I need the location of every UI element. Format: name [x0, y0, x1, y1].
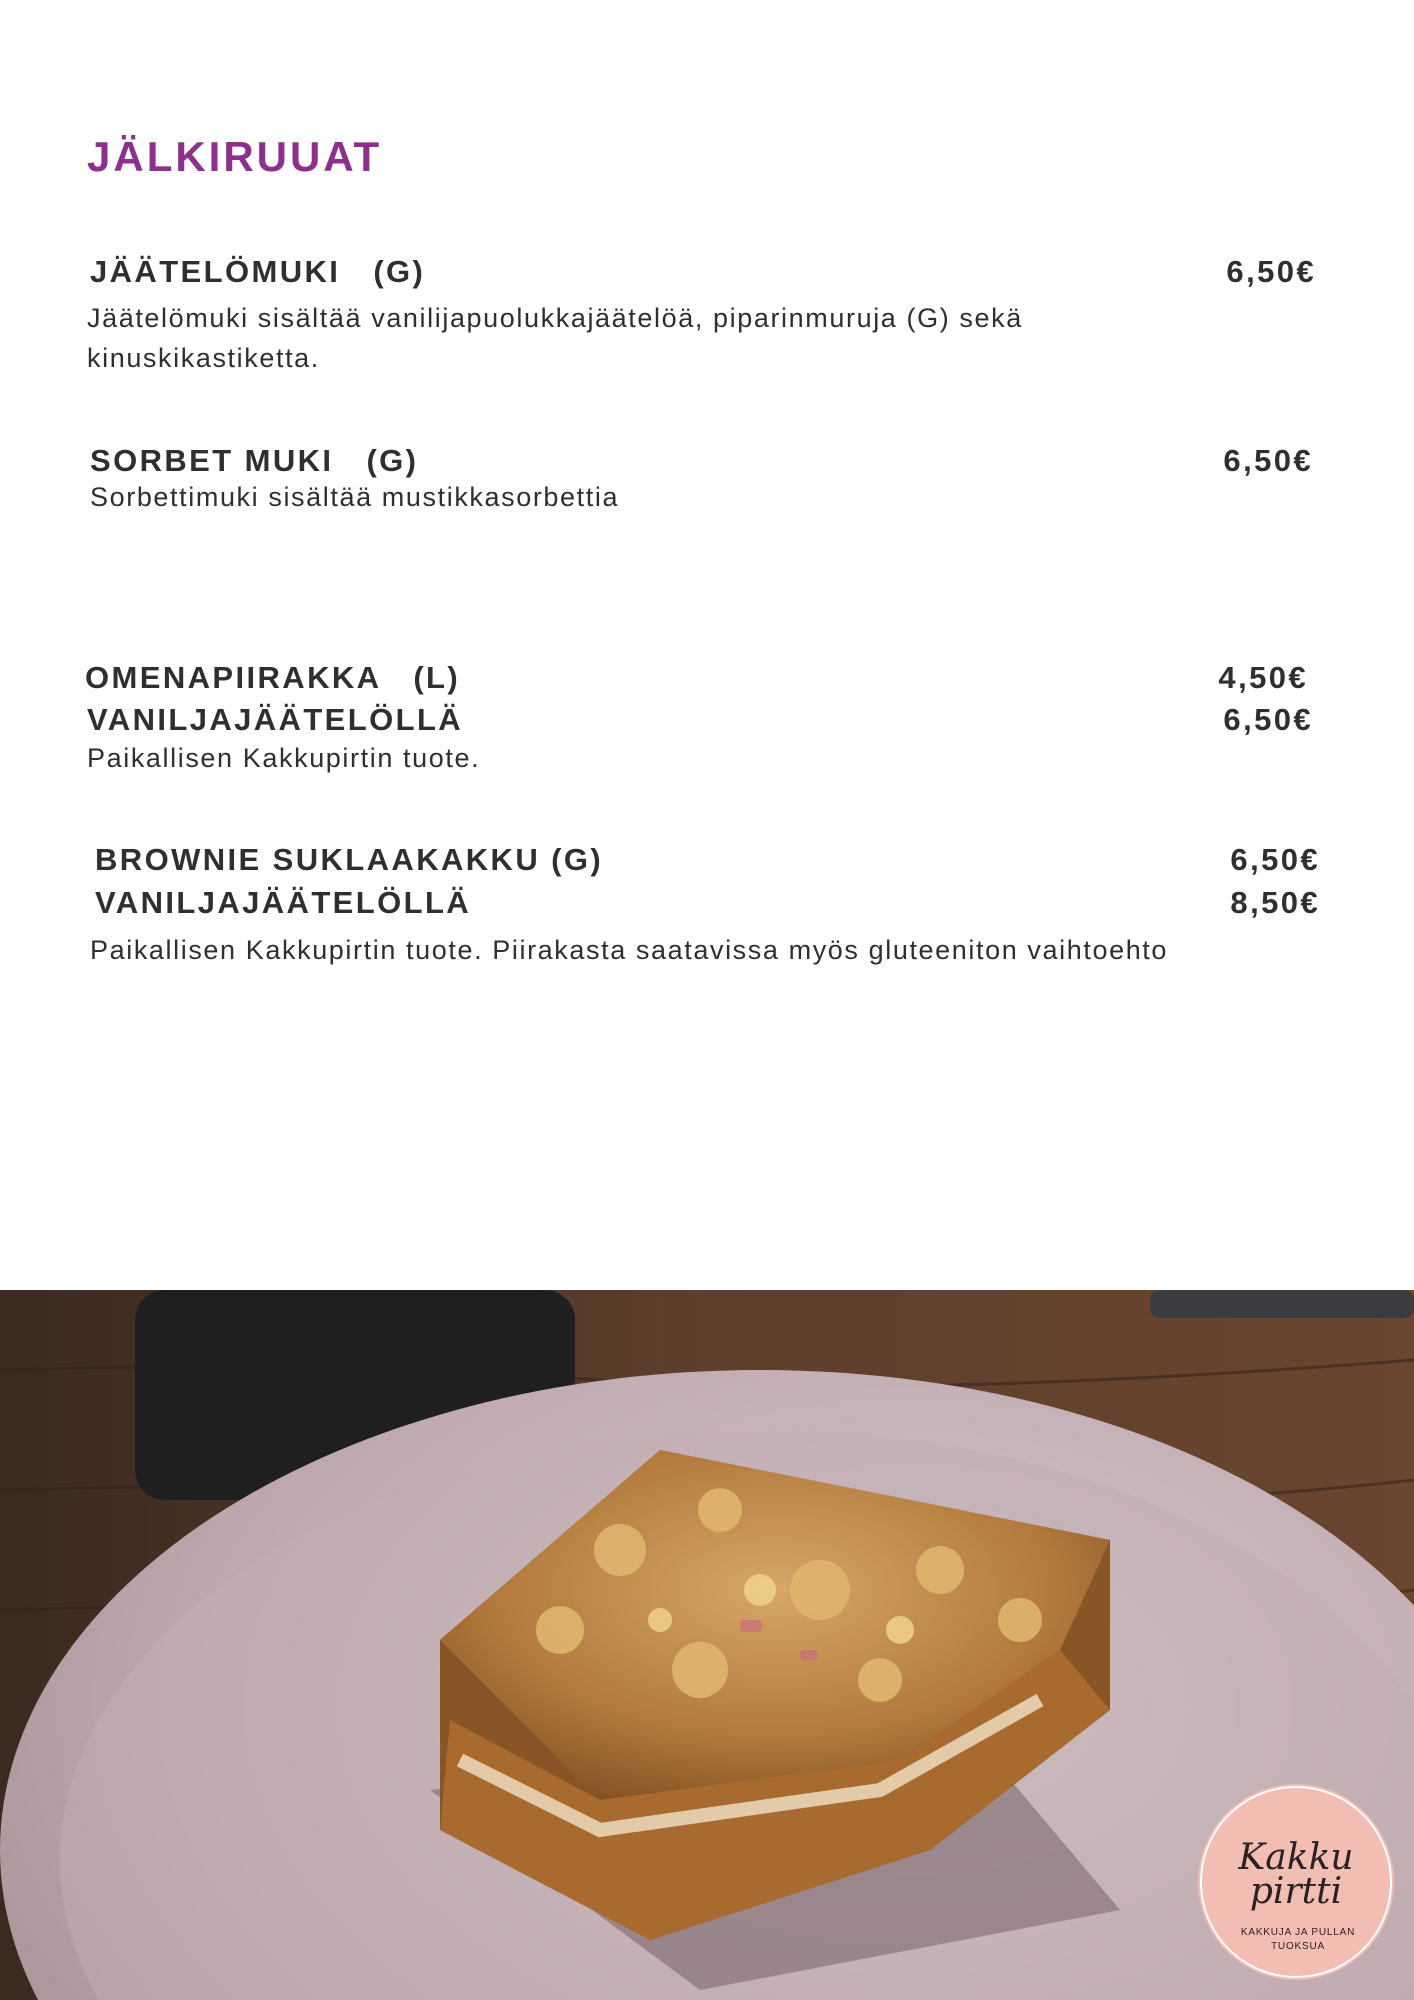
item-description: Paikallisen Kakkupirtin tuote. — [87, 743, 481, 773]
item-name: SORBET MUKI (G) — [90, 443, 419, 478]
item-name: BROWNIE SUKLAAKAKKU (G) — [95, 842, 604, 877]
logo-tagline-line2: TUOKSUA — [1271, 1941, 1325, 1952]
item-description: Jäätelömuki sisältää vanilijapuolukkajäätelöä, piparinmuruja (G) sekä kinuskikastiketta. — [87, 303, 1023, 373]
item-price: 6,50€ — [1226, 254, 1316, 289]
section-title: JÄLKIRUUAT — [87, 133, 383, 180]
logo-tagline-line1: KAKKUJA JA PULLAN — [1240, 1927, 1356, 1938]
item-variant-name: VANILJAJÄÄTELÖLLÄ — [87, 702, 464, 737]
item-price: 6,50€ — [1230, 842, 1320, 877]
item-description: Paikallisen Kakkupirtin tuote. Piirakasta saatavissa myös gluteeniton vaihtoehto — [90, 935, 1169, 965]
item-variant-name: VANILJAJÄÄTELÖLLÄ — [95, 885, 472, 920]
item-variant-price: 8,50€ — [1230, 885, 1320, 920]
item-description: Sorbettimuki sisältää mustikkasorbettia — [90, 482, 620, 512]
item-variant-price: 6,50€ — [1223, 702, 1313, 737]
item-name: JÄÄTELÖMUKI (G) — [90, 254, 426, 289]
kakkupirtti-logo — [1200, 1786, 1392, 1978]
logo-script-line2: pirtti — [1249, 1871, 1343, 1912]
logo-script-line1: Kakku — [1238, 1837, 1354, 1878]
item-price: 6,50€ — [1223, 443, 1313, 478]
item-price: 4,50€ — [1218, 660, 1308, 695]
item-name: OMENAPIIRAKKA (L) — [85, 660, 461, 695]
